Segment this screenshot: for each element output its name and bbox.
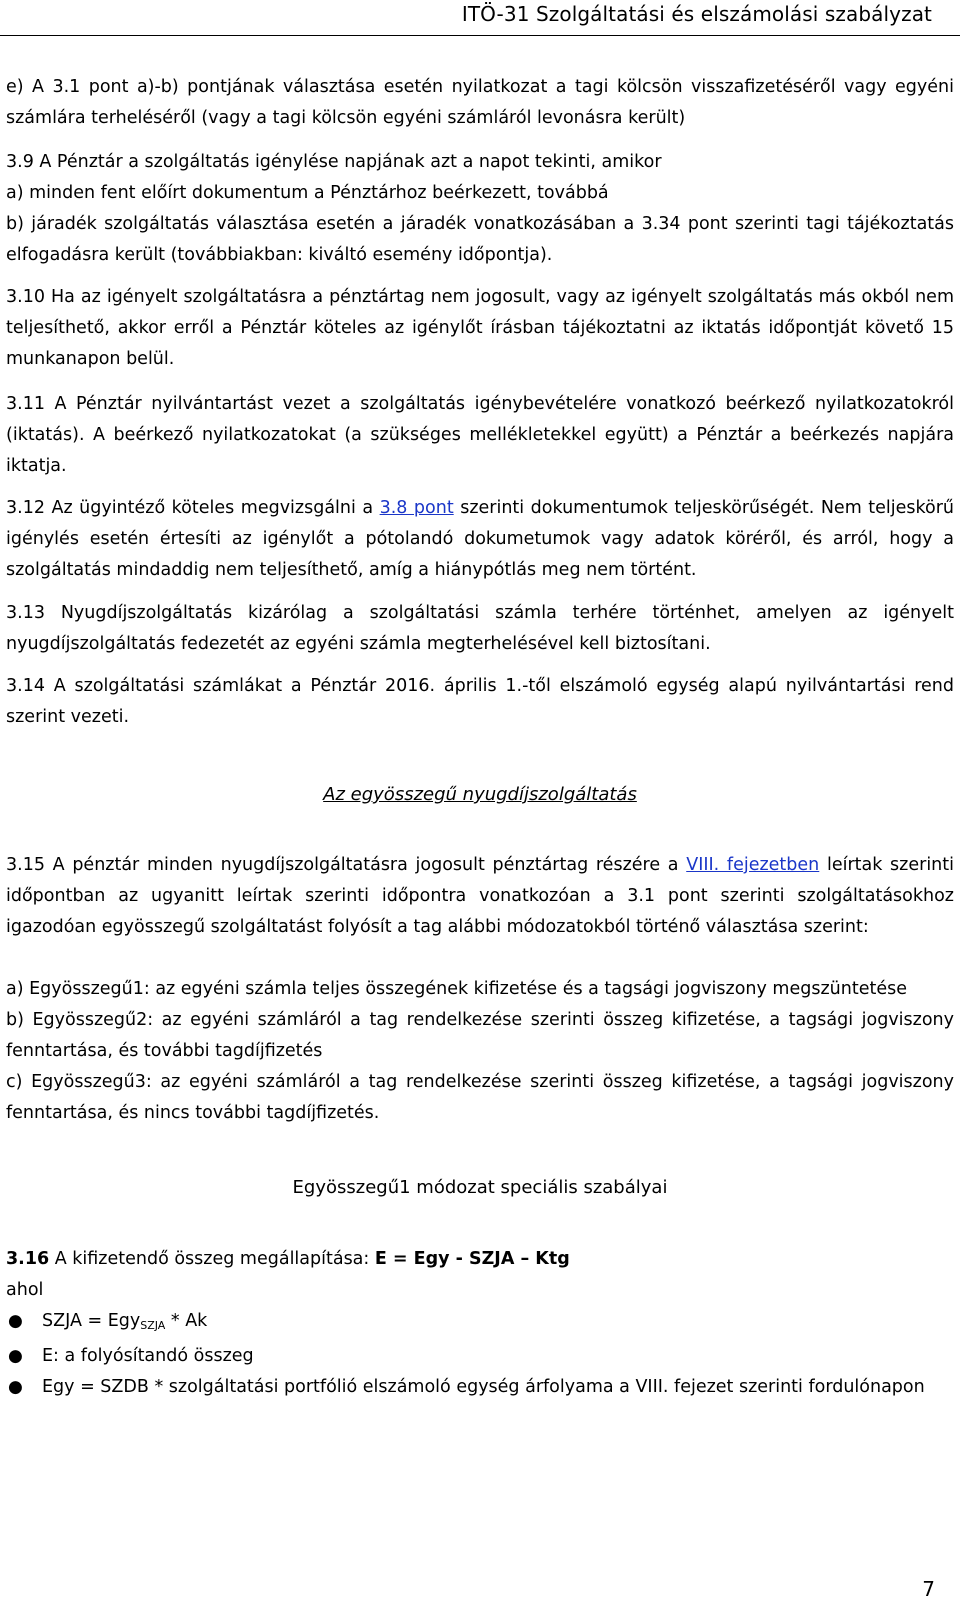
paragraph-3-12-text-a: 3.12 Az ügyintéző köteles megvizsgálni a [6, 498, 380, 518]
link-3-8-pont[interactable]: 3.8 pont [379, 498, 454, 518]
paragraph-e-text: e) A 3.1 pont a)-b) pontjának választása esetén nyilatkozat a tagi kölcsön visszafizetéséről vagy egyéni számlára terheléséről (vagy a tagi kölcsön egyéni számláról levonásra került) [6, 77, 954, 128]
ahol-label: ahol [6, 1280, 44, 1300]
link-viii-fejezet[interactable]: VIII. fejezetben [686, 855, 820, 875]
paragraph-3-9 [6, 147, 954, 271]
paragraph-e [6, 72, 954, 134]
option-c: c) Egyösszegű3: az egyéni számláról a tag rendelkezése szerinti összeg kifizetése, a tagsági jogviszony fenntartása, és nincs további tagdíjfizetés. [6, 1072, 954, 1123]
paragraph-3-11 [6, 389, 954, 482]
paragraph-3-14-text: 3.14 A szolgáltatási számlákat a Pénztár 2016. április 1.-től elszámoló egység alapú nyilvántartási rend szerint vezeti. [6, 676, 954, 727]
option-b: b) Egyösszegű2: az egyéni számláról a tag rendelkezése szerinti összeg kifizetése, a tagsági jogviszony fenntartása, és további tagdíjfizetés [6, 1010, 954, 1061]
header-title: ITÖ-31 Szolgáltatási és elszámolási szabályzat [461, 2, 932, 26]
bullet-3: Egy = SZDB * szolgáltatási portfólió elszámoló egység árfolyama a VIII. fejezet szerinti fordulónapon [42, 1377, 925, 1397]
bullet-2: E: a folyósítandó összeg [42, 1346, 254, 1366]
paragraph-3-13-text: 3.13 Nyugdíjszolgáltatás kizárólag a szolgáltatási számla terhére történhet, amelyen az igényelt nyugdíjszolgáltatás fedezetét az egyéni számla megterhelésével kell biztosítani. [6, 603, 954, 654]
section-title-text: Az egyösszegű nyugdíjszolgáltatás [323, 784, 637, 805]
paragraph-3-10 [6, 282, 954, 375]
bullet-icon: ● [8, 1311, 23, 1331]
paragraph-3-15 [6, 850, 954, 943]
options-list [6, 974, 954, 1129]
bullet-1-sub: SZJA [140, 1319, 166, 1332]
bullet-1-a: SZJA = Egy [42, 1311, 141, 1331]
bullet-icon: ● [8, 1377, 23, 1397]
paragraph-3-10-text: 3.10 Ha az igényelt szolgáltatásra a pénztártag nem jogosult, vagy az igényelt szolgáltatás más okból nem teljesíthető, akkor erről a Pénztár köteles az igénylőt írásban tájékoztatni az iktatás időpontját követő 15 munkanapon belül. [6, 287, 954, 369]
paragraph-3-16-number: 3.16 [6, 1249, 50, 1269]
bullet-icon: ● [8, 1346, 23, 1366]
paragraph-3-16-text: A kifizetendő összeg megállapítása: [49, 1249, 375, 1269]
bullet-item [6, 1306, 954, 1341]
subsection-title [0, 1177, 960, 1198]
paragraph-3-16 [6, 1244, 954, 1403]
bullet-item [6, 1372, 954, 1403]
paragraph-3-12 [6, 493, 954, 586]
page-header [0, 0, 960, 36]
paragraph-3-15-text-a: 3.15 A pénztár minden nyugdíjszolgáltatásra jogosult pénztártag részére a [6, 855, 687, 875]
bullet-list [6, 1306, 954, 1403]
option-a: a) Egyösszegű1: az egyéni számla teljes összegének kifizetése és a tagsági jogviszony megszüntetése [6, 979, 907, 999]
paragraph-3-9-line2: a) minden fent előírt dokumentum a Pénztárhoz beérkezett, továbbá [6, 183, 609, 203]
section-title [0, 784, 960, 805]
paragraph-3-9-line3: b) járadék szolgáltatás választása esetén a járadék vonatkozásában a 3.34 pont szerinti tagi tájékoztatás elfogadásra került (továbbiakban: kiváltó esemény időpontja). [6, 214, 954, 265]
paragraph-3-9-line1: 3.9 A Pénztár a szolgáltatás igénylése napjának azt a napot tekinti, amikor [6, 152, 662, 172]
paragraph-3-13 [6, 598, 954, 660]
bullet-item [6, 1341, 954, 1372]
paragraph-3-15-text-b: leírtak szerinti időpontban az ugyanitt leírtak szerinti időpontra vonatkozóan a 3.1 pont szerinti szolgáltatásokhoz igazodóan egyösszegű szolgáltatást folyósít a tag alábbi módozatokból történő választása szerint: [6, 855, 954, 937]
page-number: 7 [922, 1577, 935, 1601]
subsection-title-text: Egyösszegű1 módozat speciális szabályai [292, 1177, 668, 1198]
paragraph-3-12-text-b: szerinti dokumentumok teljeskörűségét. Nem teljeskörű igénylés esetén értesíti az igénylőt a pótolandó dokumetumok vagy adatok köréről, és arról, hogy a szolgáltatás mindaddig nem teljesíthető, amíg a hiánypótlás meg nem történt. [6, 498, 954, 580]
formula: E = Egy - SZJA – Ktg [374, 1249, 570, 1269]
paragraph-3-11-text: 3.11 A Pénztár nyilvántartást vezet a szolgáltatás igénybevételére vonatkozó beérkező nyilatkozatokról (iktatás). A beérkező nyilatkozatokat (a szükséges mellékletekkel együtt) a Pénztár a beérkezés napjára iktatja. [6, 394, 954, 476]
bullet-1-b: * Ak [165, 1311, 208, 1331]
paragraph-3-14 [6, 671, 954, 733]
